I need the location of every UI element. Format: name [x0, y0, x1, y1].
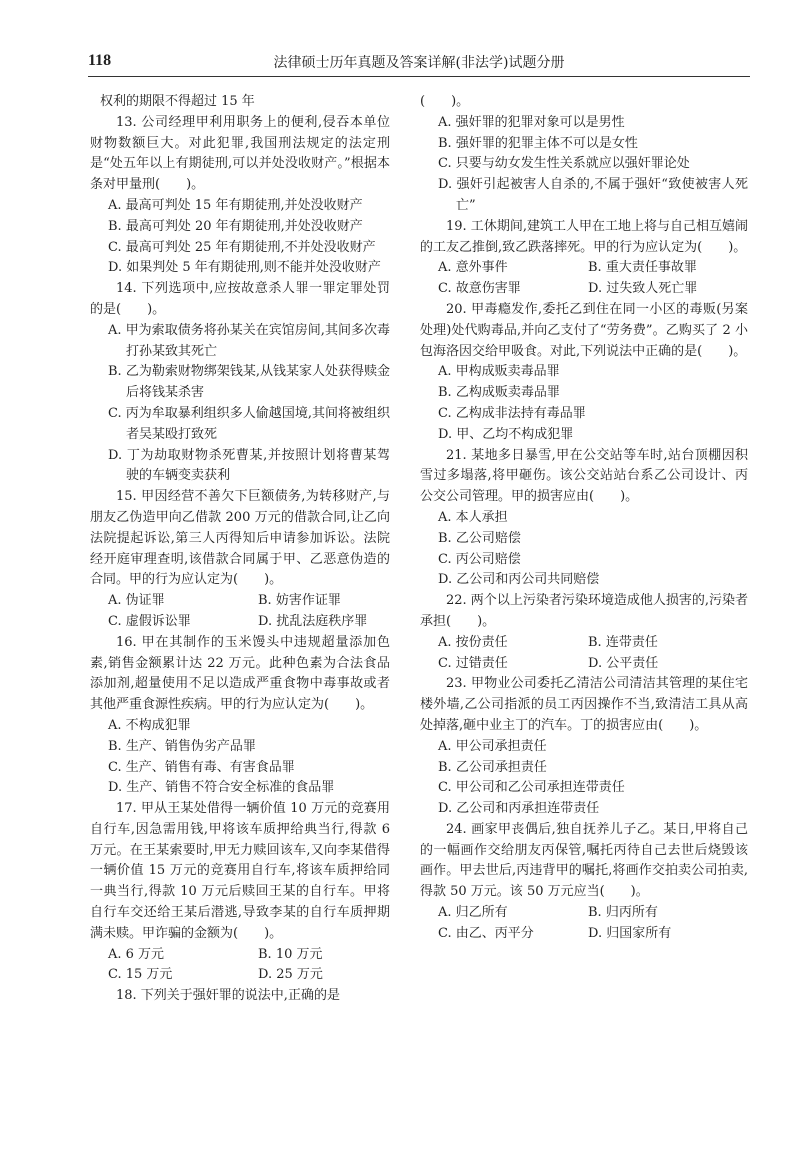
option-row: [420, 654, 748, 675]
question-16: [90, 633, 390, 799]
question-stem: 24. 画家甲丧偶后,独自抚养儿子乙。某日,甲将自己的一幅画作交给朋友丙保管,嘱托丙待自己去世后烧毁该画作。甲去世后,丙违背甲的嘱托,将画作交拍卖公司拍卖,得款 50 万元。该 50 万元应当( )。: [420, 821, 748, 900]
option-a: A. 归乙所有: [438, 905, 508, 921]
page-header: [88, 46, 750, 77]
option-a: A. 本人承担: [438, 509, 508, 525]
option-a: A. 甲为索取债务将孙某关在宾馆房间,其间多次毒打孙某致其死亡: [108, 322, 390, 359]
question-24: [420, 820, 748, 945]
option-row: [90, 612, 390, 633]
option-d: D. 过失致人死亡罪: [588, 281, 698, 297]
carry-over-line: 权利的期限不得超过 15 年: [100, 94, 255, 109]
option-b: B. 连带责任: [588, 634, 658, 650]
option-c: C. 由乙、丙平分: [438, 925, 534, 941]
question-15: [90, 487, 390, 633]
option-d: D. 生产、销售不符合安全标准的食品罪: [108, 780, 335, 796]
option-b: B. 乙公司赔偿: [438, 530, 521, 546]
question-stem-end: ( )。: [420, 94, 470, 109]
option-a: A. 意外事件: [438, 260, 508, 276]
option-c: C. 丙为牟取暴利组织多人偷越国境,其间将被组织者吴某殴打致死: [108, 405, 390, 442]
option-b: B. 10 万元: [258, 946, 323, 962]
left-column: [90, 92, 390, 1007]
option-a: A. 按份责任: [438, 634, 508, 650]
option-a: A. 6 万元: [108, 946, 165, 962]
option-d: D. 甲、乙均不构成犯罪: [438, 426, 574, 442]
question-stem: 22. 两个以上污染者污染环境造成他人损害的,污染者承担( )。: [420, 593, 748, 629]
option-b: B. 乙公司承担责任: [438, 759, 547, 775]
option-d: D. 扰乱法庭秩序罪: [258, 613, 368, 629]
option-a: A. 甲公司承担责任: [438, 738, 547, 754]
question-stem: 21. 某地多日暴雪,甲在公交站等车时,站台顶棚因积雪过多塌落,将甲砸伤。该公交站站台系乙公司设计、丙公交公司管理。甲的损害应由( )。: [420, 447, 748, 505]
question-13: [90, 113, 390, 279]
option-d: D. 公平责任: [588, 655, 659, 671]
option-d: D. 强奸引起被害人自杀的,不属于强奸“致使被害人死亡”: [438, 177, 748, 213]
option-c: C. 乙构成非法持有毒品罪: [438, 405, 586, 421]
question-17: [90, 799, 390, 986]
question-stem: 23. 甲物业公司委托乙清洁公司清洁其管理的某住宅楼外墙,乙公司指派的员工丙因操作不当,致清洁工具从高处掉落,砸中业主丁的汽车。丁的损害应由( )。: [420, 676, 748, 733]
question-19: [420, 217, 748, 300]
question-20: [420, 300, 748, 446]
question-stem: 19. 工休期间,建筑工人甲在工地上将与自己相互嬉闹的工友乙推倒,致乙跌落摔死。甲的行为应认定为( )。: [420, 218, 748, 255]
question-23: [420, 674, 748, 820]
option-c: C. 甲公司和乙公司承担连带责任: [438, 780, 625, 796]
option-b: B. 乙为勒索财物绑架钱某,从钱某家人处获得赎金后将钱某杀害: [108, 364, 390, 401]
option-b: B. 生产、销售伪劣产品罪: [108, 738, 256, 754]
option-row: [90, 945, 390, 966]
option-b: B. 强奸罪的犯罪主体不可以是女性: [438, 135, 638, 151]
question-stem: 17. 甲从王某处借得一辆价值 10 万元的竞赛用自行车,因急需用钱,甲将该车质押给典当行,得款 6 万元。在王某索要时,甲无力赎回该车,又向李某借得一辆价值 15 万元的竞赛用自行车,将该车质押给同一典当行,得款 10 万元后赎回王某的自行车。甲将自行车交还给王某后潜逃,导致李某的自行车质押期满未赎。甲诈骗的金额为( )。: [90, 801, 390, 941]
question-stem: 16. 甲在其制作的玉米馒头中违规超量添加色素,销售金额累计达 22 万元。此种色素为合法食品添加剂,超量使用不足以造成严重食物中毒事故或者其他严重食源性疾病。甲的行为应认定为( )。: [90, 634, 390, 713]
option-c: C. 15 万元: [108, 967, 173, 983]
option-d: D. 归国家所有: [588, 925, 672, 941]
option-d: D. 25 万元: [258, 967, 323, 983]
option-d: D. 如果判处 5 年有期徒刑,则不能并处没收财产: [108, 260, 381, 276]
option-c: C. 生产、销售有毒、有害食品罪: [108, 759, 295, 775]
question-18: [420, 92, 748, 217]
option-b: B. 妨害作证罪: [258, 593, 341, 609]
option-row: [420, 633, 748, 654]
option-c: C. 故意伤害罪: [438, 281, 521, 297]
right-column: [420, 92, 748, 945]
option-c: C. 过错责任: [438, 655, 508, 671]
option-row: [90, 591, 390, 612]
question-stem: 13. 公司经理甲利用职务上的便利,侵吞本单位财物数额巨大。对此犯罪,我国刑法规定的法定刑是“处五年以上有期徒刑,可以并处没收财产。”根据本条对甲量刑( )。: [90, 114, 390, 193]
question-22: [420, 591, 748, 674]
option-a: A. 不构成犯罪: [108, 717, 191, 733]
option-c: C. 只要与幼女发生性关系就应以强奸罪论处: [438, 156, 690, 172]
question-stem: 20. 甲毒瘾发作,委托乙到住在同一小区的毒贩(另案处理)处代购毒品,并向乙支付了“劳务费”。乙购买了 2 小包海洛因交给甲吸食。对此,下列说法中正确的是( )。: [420, 301, 748, 359]
option-b: B. 归丙所有: [588, 905, 658, 921]
option-row: [420, 279, 748, 300]
question-stem: 14. 下列选项中,应按故意杀人罪一罪定罪处罚的是( )。: [90, 281, 390, 317]
question-14: [90, 279, 390, 487]
option-c: C. 丙公司赔偿: [438, 551, 521, 567]
page-number: 118: [88, 52, 112, 69]
option-d: D. 乙公司和丙承担连带责任: [438, 801, 600, 817]
option-c: C. 最高可判处 25 年有期徒刑,不并处没收财产: [108, 239, 376, 255]
book-title: 法律硕士历年真题及答案详解(非法学)试题分册: [273, 55, 565, 71]
option-b: B. 乙构成贩卖毒品罪: [438, 385, 560, 401]
question-21: [420, 446, 748, 592]
option-a: A. 伪证罪: [108, 593, 165, 609]
option-row: [420, 924, 748, 945]
option-a: A. 最高可判处 15 年有期徒刑,并处没收财产: [108, 197, 363, 213]
option-a: A. 甲构成贩卖毒品罪: [438, 364, 560, 380]
option-a: A. 强奸罪的犯罪对象可以是男性: [438, 114, 625, 130]
option-b: B. 重大责任事故罪: [588, 260, 697, 276]
option-b: B. 最高可判处 20 年有期徒刑,并处没收财产: [108, 218, 363, 234]
option-d: D. 乙公司和丙公司共同赔偿: [438, 572, 600, 588]
question-stem: 15. 甲因经营不善欠下巨额债务,为转移财产,与朋友乙伪造甲向乙借款 200 万元的借款合同,让乙向法院提起诉讼,第三人丙得知后申请参加诉讼。法院经开庭审理查明,该借款合同属于甲、乙恶意伪造的合同。甲的行为应认定为( )。: [90, 489, 390, 588]
question-18-stem-start: 18. 下列关于强奸罪的说法中,正确的是: [116, 988, 340, 1004]
option-c: C. 虚假诉讼罪: [108, 613, 191, 629]
option-d: D. 丁为劫取财物杀死曹某,并按照计划将曹某驾驶的车辆变卖获利: [108, 447, 390, 484]
option-row: [90, 965, 390, 986]
option-row: [420, 258, 748, 279]
option-row: [420, 903, 748, 924]
